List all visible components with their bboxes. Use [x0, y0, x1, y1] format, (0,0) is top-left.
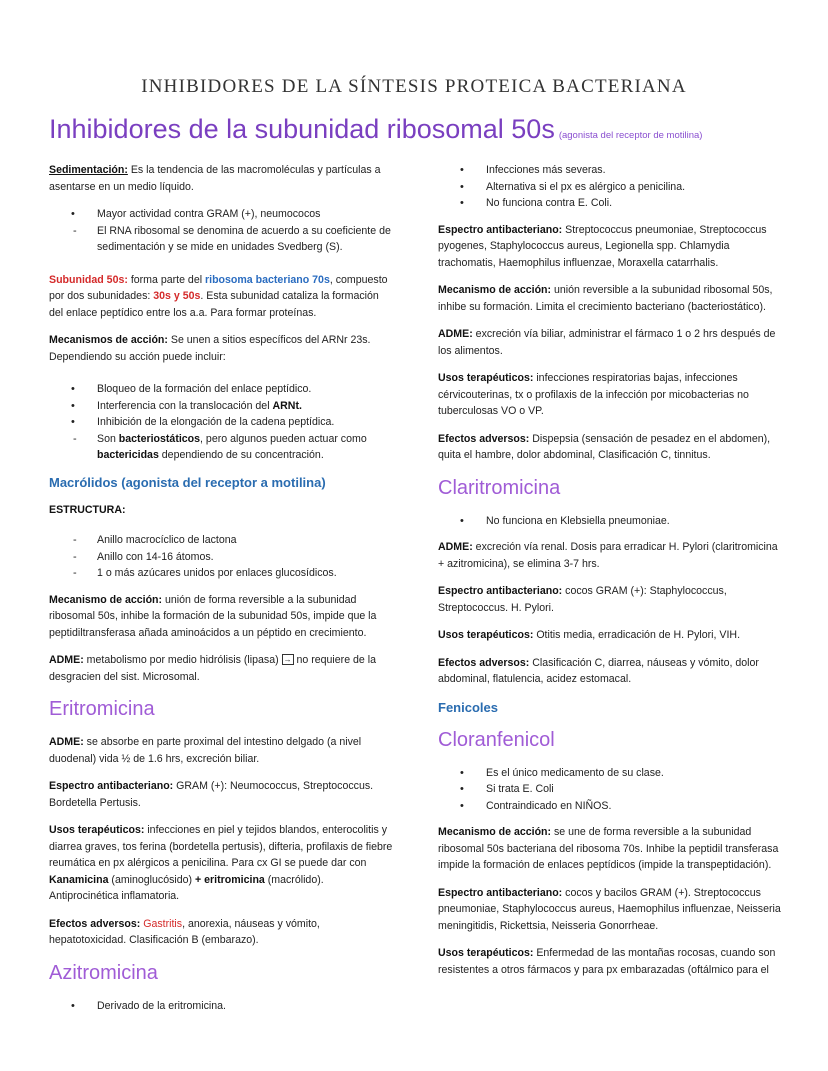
list-item: - Anillo con 14-16 átomos. [49, 549, 393, 566]
list-item: • Contraindicado en NIÑOS. [438, 798, 783, 815]
efectos-red-text: Gastritis [140, 917, 183, 930]
estructura-list [49, 532, 393, 582]
adme-text: excreción vía renal. Dosis para erradicar H. Pylori (claritromicina + azitromicina), se elimina 3-7 hrs. [438, 541, 778, 570]
cloranfenicol-mecanismo-paragraph [438, 824, 783, 874]
list-item [49, 398, 393, 415]
page-title-text: Inhibidores de la subunidad ribosomal 50s [49, 114, 555, 144]
claritromicina-usos-paragraph [438, 627, 783, 644]
mecanismos-text: Se unen a sitios específicos del ARNr 23s. Dependiendo su acción puede incluir: [49, 334, 371, 363]
mecanismo-label: Mecanismo de acción: [438, 284, 552, 296]
efectos-text: Clasificación C, diarrea, náuseas y vómito, dolor abdominal, flatulencia, acidez estomacal. [438, 656, 759, 685]
azitromicina-heading: Azitromicina [49, 961, 158, 984]
cloranfenicol-espectro-paragraph [438, 885, 783, 935]
azitromicina-adme-paragraph [438, 326, 783, 359]
arrow-icon: → [283, 655, 292, 664]
espectro-label: Espectro antibacteriano: [438, 585, 563, 597]
mecanismo-text: se une de forma reversible a la subunidad ribosomal 50s bacteriana del ribosoma 70s. Inhibe la peptidil transferasa impide la formación de enlaces peptídicos (impide la transpeptidación). [438, 826, 779, 871]
usos-bold-1: Kanamicina [49, 873, 109, 886]
cloranfenicol-list [438, 765, 783, 815]
list-item: • Alternativa si el px es alérgico a penicilina. [438, 179, 783, 196]
sedimentacion-label: Sedimentación: [49, 164, 128, 176]
mecanismos-list [49, 381, 393, 464]
efectos-text: Dispepsia (sensación de pesadez en el abdomen), quita el hambre, dolor abdominal, Clasificación C, tinnitus. [438, 432, 771, 461]
subunidad-text-2: , compuesto por dos subunidades: [49, 273, 388, 302]
usos-text: Otitis media, erradicación de H. Pylori, VIH. [533, 629, 741, 641]
mecanismo-label: Mecanismo de acción: [438, 826, 552, 838]
efectos-text: , anorexia, náuseas y vómito, hepatotoxicidad. Clasificación B (embarazo). [49, 917, 320, 946]
mecanismo-text: unión reversible a la subunidad ribosomal 50s, inhibe su formación. Limita el crecimiento bacteriano (bacteriostático). [438, 284, 773, 313]
list-item-bold: bactericidas [97, 449, 159, 461]
usos-text: infecciones en piel y tejidos blandos, enterocolitis y diarrea graves, tos ferina (bordetella pertusis), difteria, profilaxis de fiebre reumática en px alérgicos a penicilina. Para cx GI se puede dar con [49, 824, 393, 869]
page-title-subtitle: (agonista del receptor de motilina) [558, 130, 703, 141]
adme-text: se absorbe en parte proximal del intestino delgado (a nivel duodenal) vida ½ de 1.6 hrs, excreción biliar. [49, 736, 362, 765]
list-item-text: , pero algunos pueden actuar como [200, 432, 367, 445]
azitromicina-usos-paragraph [438, 370, 783, 420]
subunidad-units: 30s y 50s [153, 290, 201, 302]
cloranfenicol-heading: Cloranfenicol [438, 728, 555, 751]
list-item: - El RNA ribosomal se denomina de acuerdo a su coeficiente de sedimentación y se mide en unidades Svedberg (S). [49, 223, 393, 256]
list-item-text: Son [97, 432, 119, 445]
usos-label: Usos terapéuticos: [438, 947, 534, 959]
claritromicina-espectro-paragraph [438, 583, 783, 616]
claritromicina-list [438, 513, 783, 530]
left-column [49, 162, 393, 1024]
usos-label: Usos terapéuticos: [438, 372, 534, 384]
right-column [438, 162, 783, 989]
mecanismos-paragraph [49, 332, 393, 365]
efectos-label: Efectos adversos: [49, 917, 141, 930]
usos-bold-2: + eritromicina [195, 873, 265, 886]
page-title [49, 114, 702, 145]
adme-label: ADME: [438, 541, 473, 553]
sedimentacion-paragraph [49, 162, 393, 195]
list-item-bold: ARNt. [272, 399, 302, 412]
sedimentacion-text: Es la tendencia de las macromoléculas y partículas a asentarse en un medio líquido. [49, 164, 381, 193]
adme-label: ADME: [438, 328, 473, 340]
azitromicina-list [49, 998, 393, 1015]
adme-label: ADME: [49, 736, 84, 748]
adme-text-2: no requiere de la desgracien del sist. Microsomal. [49, 654, 377, 683]
eritromicina-efectos-paragraph [49, 916, 393, 949]
claritromicina-efectos-paragraph [438, 655, 783, 688]
sedimentacion-list [49, 206, 393, 256]
usos-text: infecciones respiratorias bajas, infecciones cérvicouterinas, tx o profilaxis de la infección por micobacterias no tuberculosas VO o VP. [438, 372, 749, 417]
espectro-text: GRAM (+): Neumococcus, Streptococcus. Bordetella Pertusis. [49, 780, 374, 809]
usos-text: Enfermedad de las montañas rocosas, cuando son resistentes a otros fármacos y para px embarazadas (oftálmico para el [438, 947, 776, 976]
fenicoles-heading: Fenicoles [438, 699, 498, 715]
azitromicina-mecanismo-paragraph [438, 282, 783, 315]
efectos-label: Efectos adversos: [438, 656, 530, 669]
espectro-text: cocos y bacilos GRAM (+). Streptococcus pneumoniae, Staphylococcus aureus, Haemophilus influenzae, Neisseria meningitidis, Rickettsia, Neisseria Gonorrheae. [438, 886, 781, 932]
list-item: • Es el único medicamento de su clase. [438, 765, 783, 782]
subunidad-paragraph [49, 272, 393, 322]
adme-text: excreción vía biliar, administrar el fármaco 1 o 2 hrs después de los alimentos. [438, 328, 776, 357]
document-header: INHIBIDORES DE LA SÍNTESIS PROTEICA BACTERIANA [141, 76, 687, 97]
subunidad-text-1: forma parte del [127, 273, 206, 286]
eritromicina-usos-paragraph [49, 822, 393, 905]
mecanismo-text: unión de forma reversible a la subunidad ribosomal 50s, inhibe la formación de la subunidad 50s, impide que la peptidiltransferasa añada aminoácidos a un péptido en crecimiento. [49, 593, 377, 639]
list-item-text: Interferencia con la translocación del [97, 399, 273, 412]
adme-text: metabolismo por medio hidrólisis (lipasa) [83, 654, 282, 666]
estructura-label: ESTRUCTURA: [49, 503, 126, 516]
list-item-text: dependiendo de su concentración. [158, 449, 324, 461]
adme-label: ADME: [49, 654, 84, 666]
espectro-text: Streptococcus pneumoniae, Streptococcus pyogenes, Staphylococcus aureus, Legionella spp. Chlamydia trachomatis, Haemophilus influenzae, Moraxella catarrhalis. [438, 223, 767, 269]
list-item: • Inhibición de la elongación de la cadena peptídica. [49, 414, 393, 431]
eritromicina-adme-paragraph [49, 734, 393, 767]
list-item: • No funciona contra E. Coli. [438, 195, 783, 212]
espectro-label: Espectro antibacteriano: [438, 223, 563, 236]
list-item: • Bloqueo de la formación del enlace peptídico. [49, 381, 393, 398]
list-item: • Derivado de la eritromicina. [49, 998, 393, 1015]
list-item [49, 431, 393, 464]
list-item-bold: bacteriostáticos [118, 432, 201, 445]
ribosoma-link: ribosoma bacteriano 70s [205, 273, 330, 286]
azitromicina-espectro-paragraph [438, 222, 783, 272]
list-item: - 1 o más azúcares unidos por enlaces glucosídicos. [49, 565, 393, 582]
macrolidos-heading: Macrólidos (agonista del receptor a motilina) [49, 474, 326, 490]
list-item: • Mayor actividad contra GRAM (+), neumococos [49, 206, 393, 223]
espectro-label: Espectro antibacteriano: [49, 780, 174, 792]
list-item: • Infecciones más severas. [438, 162, 783, 179]
list-item: • Si trata E. Coli [438, 781, 783, 798]
cloranfenicol-usos-paragraph [438, 945, 783, 978]
list-item: - Anillo macrocíclico de lactona [49, 532, 393, 549]
eritromicina-espectro-paragraph [49, 778, 393, 811]
usos-text-3: (macrólido). Antiprocinética inflamatoria. [49, 873, 324, 902]
espectro-label: Espectro antibacteriano: [438, 886, 563, 899]
efectos-label: Efectos adversos: [438, 432, 530, 445]
usos-text-2: (aminoglucósido) [108, 873, 196, 886]
claritromicina-heading: Claritromicina [438, 476, 561, 499]
azitromicina-list-continued [438, 162, 783, 212]
subunidad-label: Subunidad 50s: [49, 273, 128, 286]
azitromicina-efectos-paragraph [438, 431, 783, 464]
macrolidos-mecanismo-paragraph [49, 592, 393, 642]
espectro-text: cocos GRAM (+): Staphylococcus, Streptococcus. H. Pylori. [438, 585, 727, 614]
usos-label: Usos terapéuticos: [438, 629, 534, 641]
mecanismo-label: Mecanismo de acción: [49, 593, 163, 606]
macrolidos-adme-paragraph [49, 652, 393, 685]
list-item: • No funciona en Klebsiella pneumoniae. [438, 513, 783, 530]
mecanismos-label: Mecanismos de acción: [49, 334, 168, 346]
claritromicina-adme-paragraph [438, 539, 783, 572]
subunidad-text-3: . Esta subunidad cataliza la formación del enlace peptídico entre los a.a. Para formar proteínas. [49, 290, 379, 319]
eritromicina-heading: Eritromicina [49, 698, 155, 720]
usos-label: Usos terapéuticos: [49, 824, 145, 836]
